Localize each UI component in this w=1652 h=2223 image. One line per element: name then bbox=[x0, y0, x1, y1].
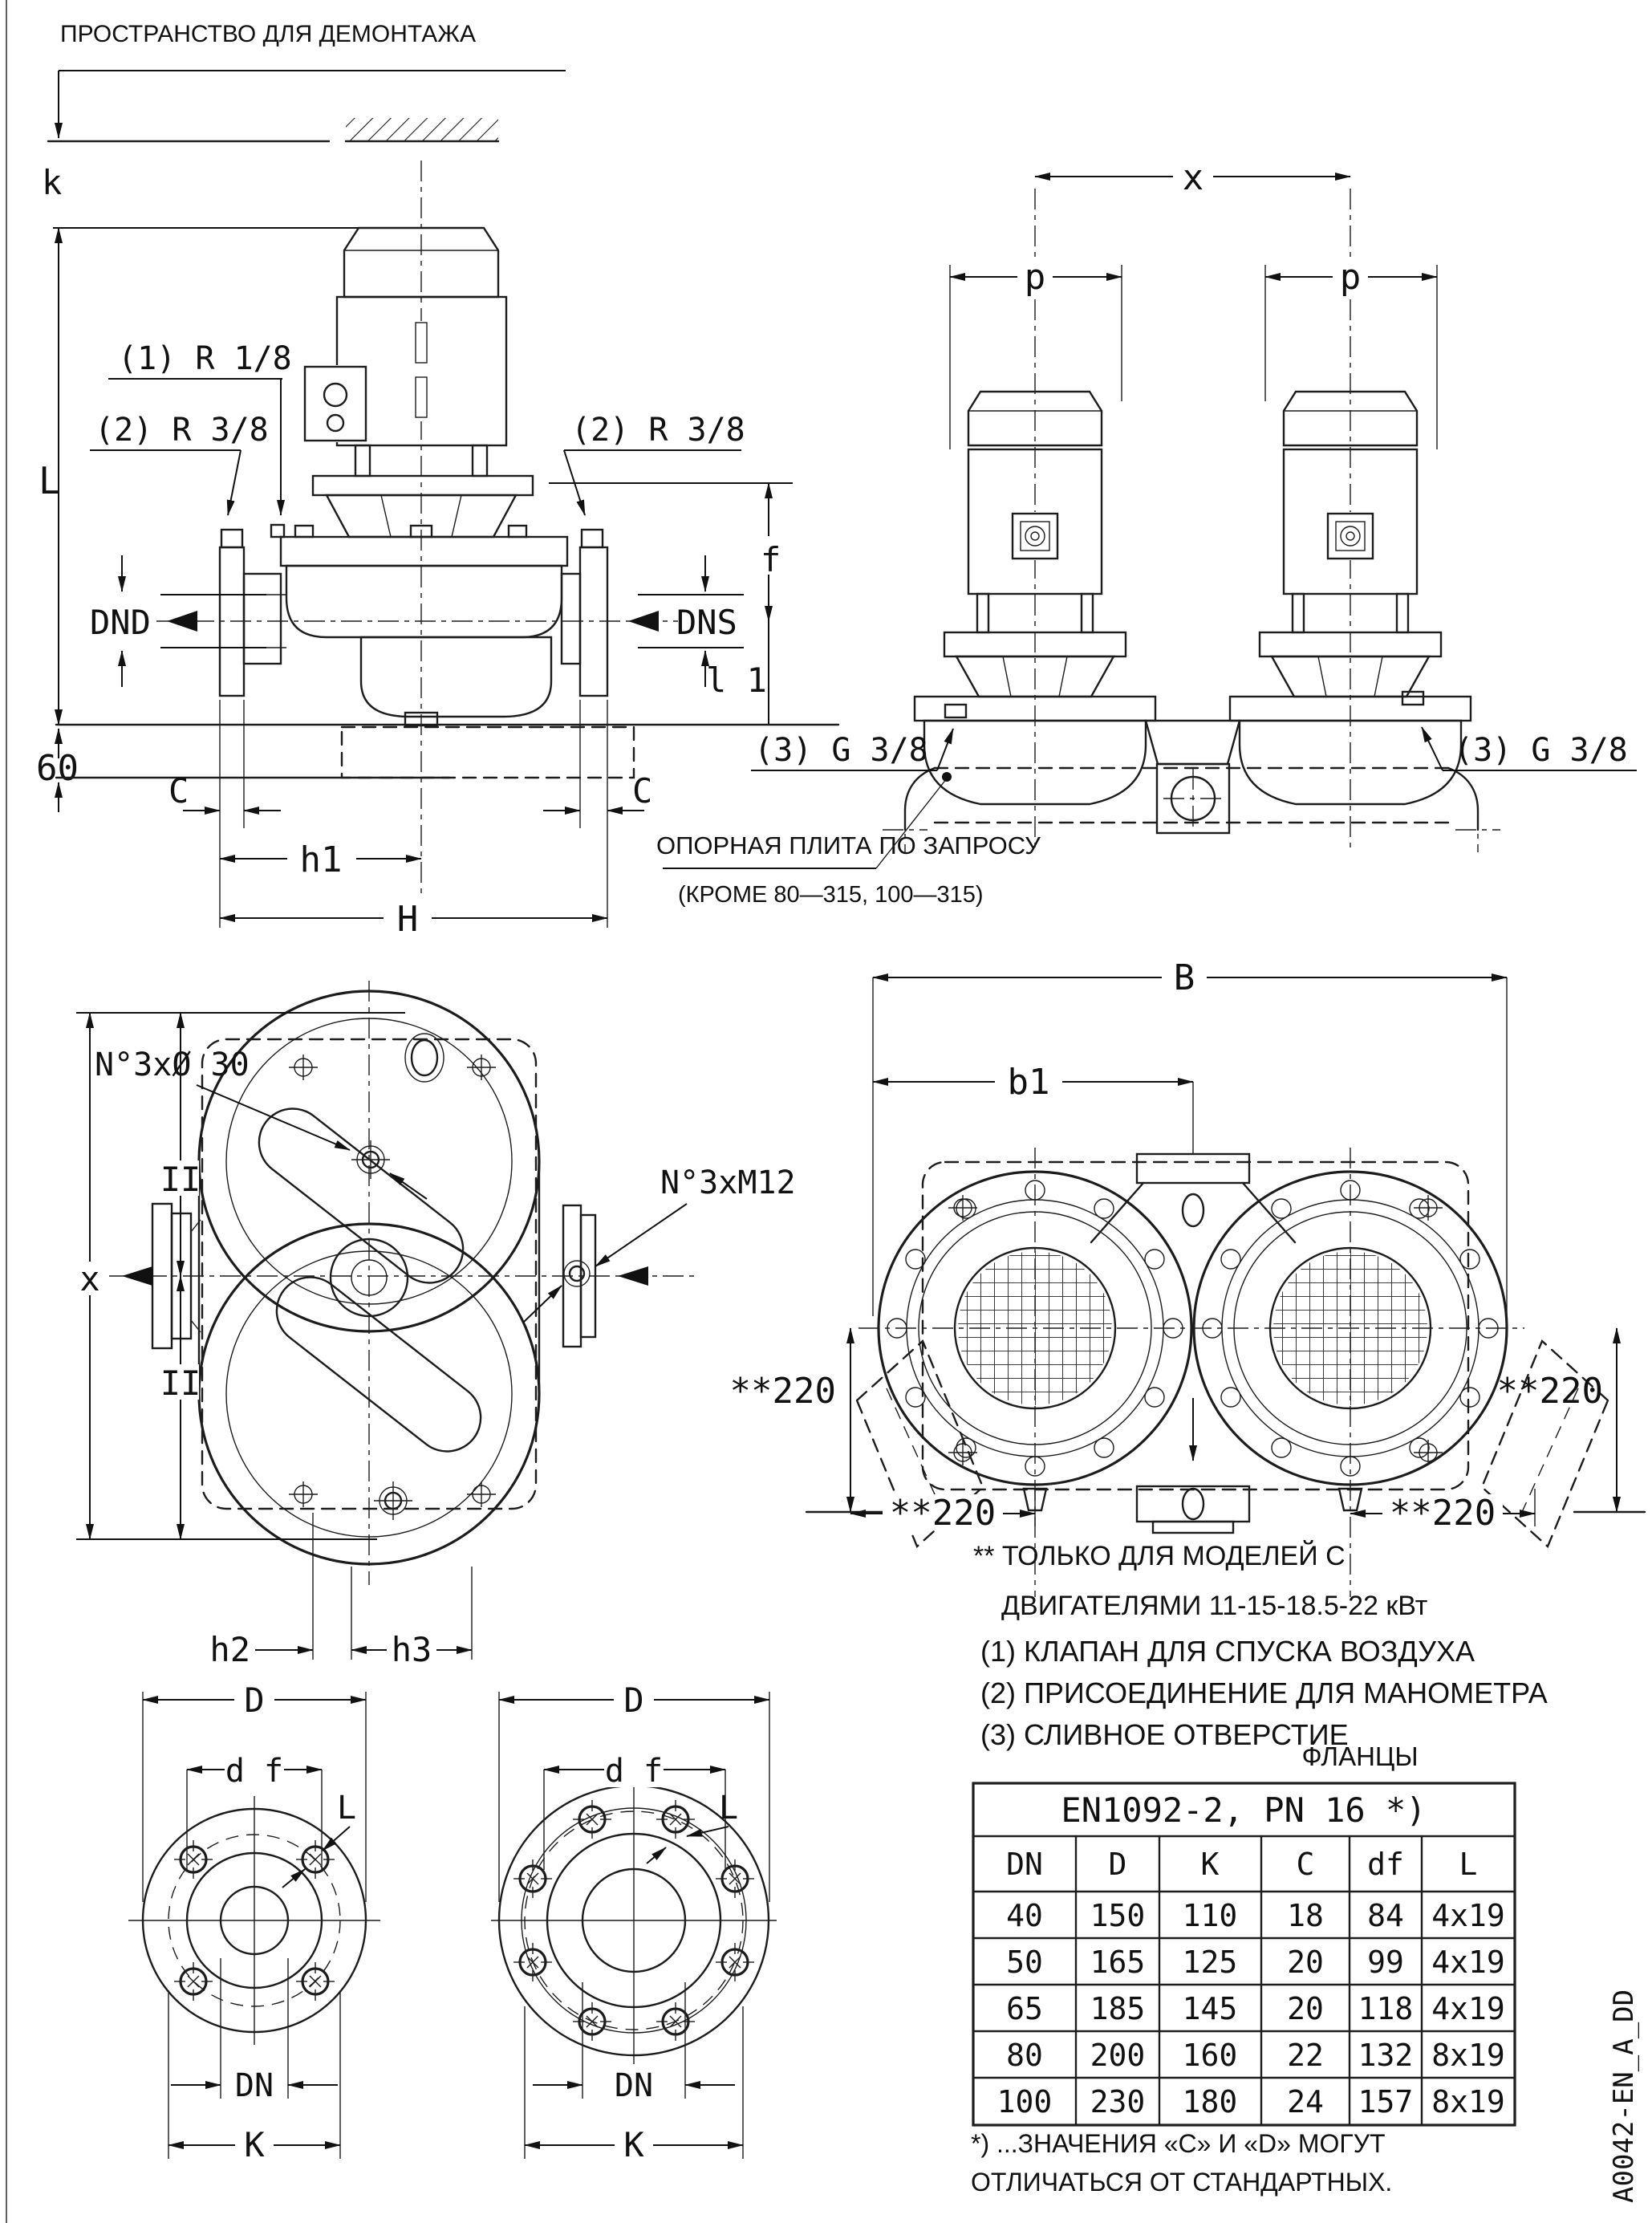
dim-c-left-label: C bbox=[168, 771, 189, 811]
front-view bbox=[656, 157, 1637, 908]
svg-text:L: L bbox=[1459, 1847, 1478, 1882]
dim-x-plan-label: x bbox=[79, 1259, 100, 1298]
dim-x-label: x bbox=[1182, 157, 1204, 198]
dim-h2-label: h2 bbox=[209, 1630, 250, 1669]
svg-text:118: 118 bbox=[1358, 1991, 1414, 2026]
dim-K-right: K bbox=[623, 2125, 644, 2164]
svg-text:100: 100 bbox=[996, 2084, 1053, 2119]
svg-text:4x19: 4x19 bbox=[1431, 1898, 1505, 1933]
flange-table bbox=[971, 1741, 1515, 2197]
svg-text:24: 24 bbox=[1287, 2084, 1324, 2119]
dim-df-right: d f bbox=[604, 1753, 664, 1790]
dim-L-label: L bbox=[39, 459, 61, 502]
dim-D-right: D bbox=[623, 1680, 644, 1720]
dim-ii-bottom-label: II bbox=[160, 1363, 201, 1403]
svg-text:22: 22 bbox=[1287, 2038, 1324, 2073]
svg-text:80: 80 bbox=[1006, 2038, 1043, 2073]
legend-item-1: (1) КЛАПАН ДЛЯ СПУСКА ВОЗДУХА bbox=[980, 1635, 1475, 1668]
table-row bbox=[1006, 1991, 1505, 2026]
svg-text:160: 160 bbox=[1182, 2038, 1238, 2073]
dim-df-left: d f bbox=[225, 1753, 284, 1790]
svg-text:230: 230 bbox=[1090, 2084, 1146, 2119]
svg-text:84: 84 bbox=[1367, 1898, 1404, 1933]
callout-3-left-g38: (3) G 3/8 bbox=[754, 732, 928, 769]
flow-arrow-dns bbox=[628, 611, 659, 632]
dim-K-left: K bbox=[244, 2125, 265, 2164]
table-footnote-2: ОТЛИЧАТЬСЯ ОТ СТАНДАРТНЫХ. bbox=[971, 2168, 1393, 2197]
svg-text:C: C bbox=[1296, 1847, 1315, 1882]
dim-f-label: f bbox=[761, 540, 781, 579]
dim-ii-top-label: II bbox=[160, 1160, 201, 1199]
svg-text:65: 65 bbox=[1006, 1991, 1043, 2026]
svg-text:4x19: 4x19 bbox=[1431, 1991, 1505, 2026]
dim-D-left: D bbox=[244, 1680, 265, 1720]
svg-text:D: D bbox=[1108, 1847, 1127, 1882]
table-row bbox=[1006, 1945, 1505, 1980]
svg-text:150: 150 bbox=[1090, 1898, 1146, 1933]
svg-text:145: 145 bbox=[1182, 1991, 1238, 2026]
table-row bbox=[1006, 2038, 1505, 2073]
dim-b1-label: b1 bbox=[1007, 1062, 1050, 1103]
dim-h3-label: h3 bbox=[391, 1630, 432, 1669]
dim-DN-right: DN bbox=[614, 2067, 654, 2104]
svg-text:4x19: 4x19 bbox=[1431, 1945, 1505, 1980]
dismantling-space-title: ПРОСТРАНСТВО ДЛЯ ДЕМОНТАЖА bbox=[60, 21, 476, 47]
flange-detail-8hole bbox=[491, 1680, 777, 2164]
dim-220-right-h: **220 bbox=[1389, 1493, 1496, 1534]
dim-l1-label: l 1 bbox=[706, 660, 767, 700]
callout-1-r18: (1) R 1/8 bbox=[118, 340, 292, 377]
flow-arrow-dnd bbox=[167, 611, 197, 632]
svg-text:50: 50 bbox=[1006, 1945, 1043, 1980]
table-row bbox=[997, 2084, 1505, 2119]
dim-L-right: L bbox=[719, 1790, 739, 1827]
svg-text:185: 185 bbox=[1090, 1991, 1146, 2026]
table-header-row bbox=[1006, 1847, 1477, 1882]
wall-hatch bbox=[346, 118, 498, 141]
tv-note-line1: ** ТОЛЬКО ДЛЯ МОДЕЛЕЙ С bbox=[973, 1541, 1346, 1571]
svg-text:165: 165 bbox=[1090, 1945, 1146, 1980]
dim-220-left-v: **220 bbox=[729, 1371, 836, 1412]
dim-L-left: L bbox=[337, 1790, 357, 1827]
dim-h1-label: h1 bbox=[299, 839, 343, 880]
svg-text:8x19: 8x19 bbox=[1431, 2084, 1505, 2119]
callout-2-left-r38: (2) R 3/8 bbox=[95, 412, 269, 449]
leader-dot bbox=[942, 772, 952, 782]
side-view bbox=[36, 21, 838, 940]
legend-item-2: (2) ПРИСОЕДИНЕНИЕ ДЛЯ МАНОМЕТРА bbox=[980, 1676, 1548, 1709]
table-footnote-1: *) ...ЗНАЧЕНИЯ «С» И «D» МОГУТ bbox=[971, 2129, 1386, 2158]
svg-text:180: 180 bbox=[1182, 2084, 1238, 2119]
callout-3-right-g38: (3) G 3/8 bbox=[1454, 732, 1628, 769]
table-row bbox=[1006, 1898, 1505, 1933]
dim-220-right-v: **220 bbox=[1496, 1371, 1603, 1412]
dim-H-label: H bbox=[396, 899, 419, 940]
table-standard: EN1092-2, PN 16 *) bbox=[1061, 1790, 1427, 1830]
flange-detail-4hole bbox=[128, 1680, 380, 2164]
dim-220-left-h: **220 bbox=[889, 1493, 996, 1534]
support-plate-note: ОПОРНАЯ ПЛИТА ПО ЗАПРОСУ bbox=[656, 831, 1041, 860]
svg-text:20: 20 bbox=[1287, 1991, 1324, 2026]
dim-dns-label: DNS bbox=[676, 603, 737, 642]
support-plate-note2: (КРОМЕ 80—315, 100—315) bbox=[678, 882, 984, 908]
plan-view bbox=[71, 981, 796, 1669]
doc-code: A0042-EN_A_DD bbox=[1608, 1989, 1640, 2203]
callout-holes-n3x30: N°3xØ 30 bbox=[95, 1046, 250, 1083]
tv-note-line2: ДВИГАТЕЛЯМИ 11-15-18.5-22 кВт bbox=[1001, 1591, 1428, 1621]
svg-text:110: 110 bbox=[1182, 1898, 1238, 1933]
callout-2-right-r38: (2) R 3/8 bbox=[571, 412, 745, 449]
callout-thread-n3xm12: N°3xM12 bbox=[660, 1164, 796, 1201]
dim-c-right-label: C bbox=[632, 771, 653, 811]
svg-text:99: 99 bbox=[1367, 1945, 1404, 1980]
dim-p-left-label: p bbox=[1024, 257, 1046, 298]
svg-text:200: 200 bbox=[1090, 2038, 1146, 2073]
table-caption: ФЛАНЦЫ bbox=[1301, 1741, 1419, 1771]
top-view bbox=[730, 957, 1645, 1621]
dim-DN-left: DN bbox=[234, 2067, 274, 2104]
svg-text:8x19: 8x19 bbox=[1431, 2038, 1505, 2073]
dim-dnd-label: DND bbox=[90, 603, 151, 642]
svg-text:132: 132 bbox=[1358, 2038, 1414, 2073]
svg-text:20: 20 bbox=[1287, 1945, 1324, 1980]
svg-text:K: K bbox=[1200, 1847, 1220, 1882]
legend-item-3: (3) СЛИВНОЕ ОТВЕРСТИЕ bbox=[980, 1718, 1349, 1751]
svg-text:125: 125 bbox=[1182, 1945, 1238, 1980]
dim-B-label: B bbox=[1173, 957, 1195, 998]
dim-p-right-label: p bbox=[1339, 257, 1362, 298]
svg-text:df: df bbox=[1367, 1847, 1404, 1882]
dim-60-label: 60 bbox=[36, 748, 79, 789]
svg-text:DN: DN bbox=[1006, 1847, 1043, 1882]
legend bbox=[980, 1635, 1548, 1751]
svg-text:157: 157 bbox=[1358, 2084, 1414, 2119]
baseplate-dashed bbox=[342, 727, 634, 778]
svg-text:18: 18 bbox=[1287, 1898, 1324, 1933]
svg-text:40: 40 bbox=[1006, 1898, 1043, 1933]
dim-k-label: k bbox=[42, 163, 63, 202]
